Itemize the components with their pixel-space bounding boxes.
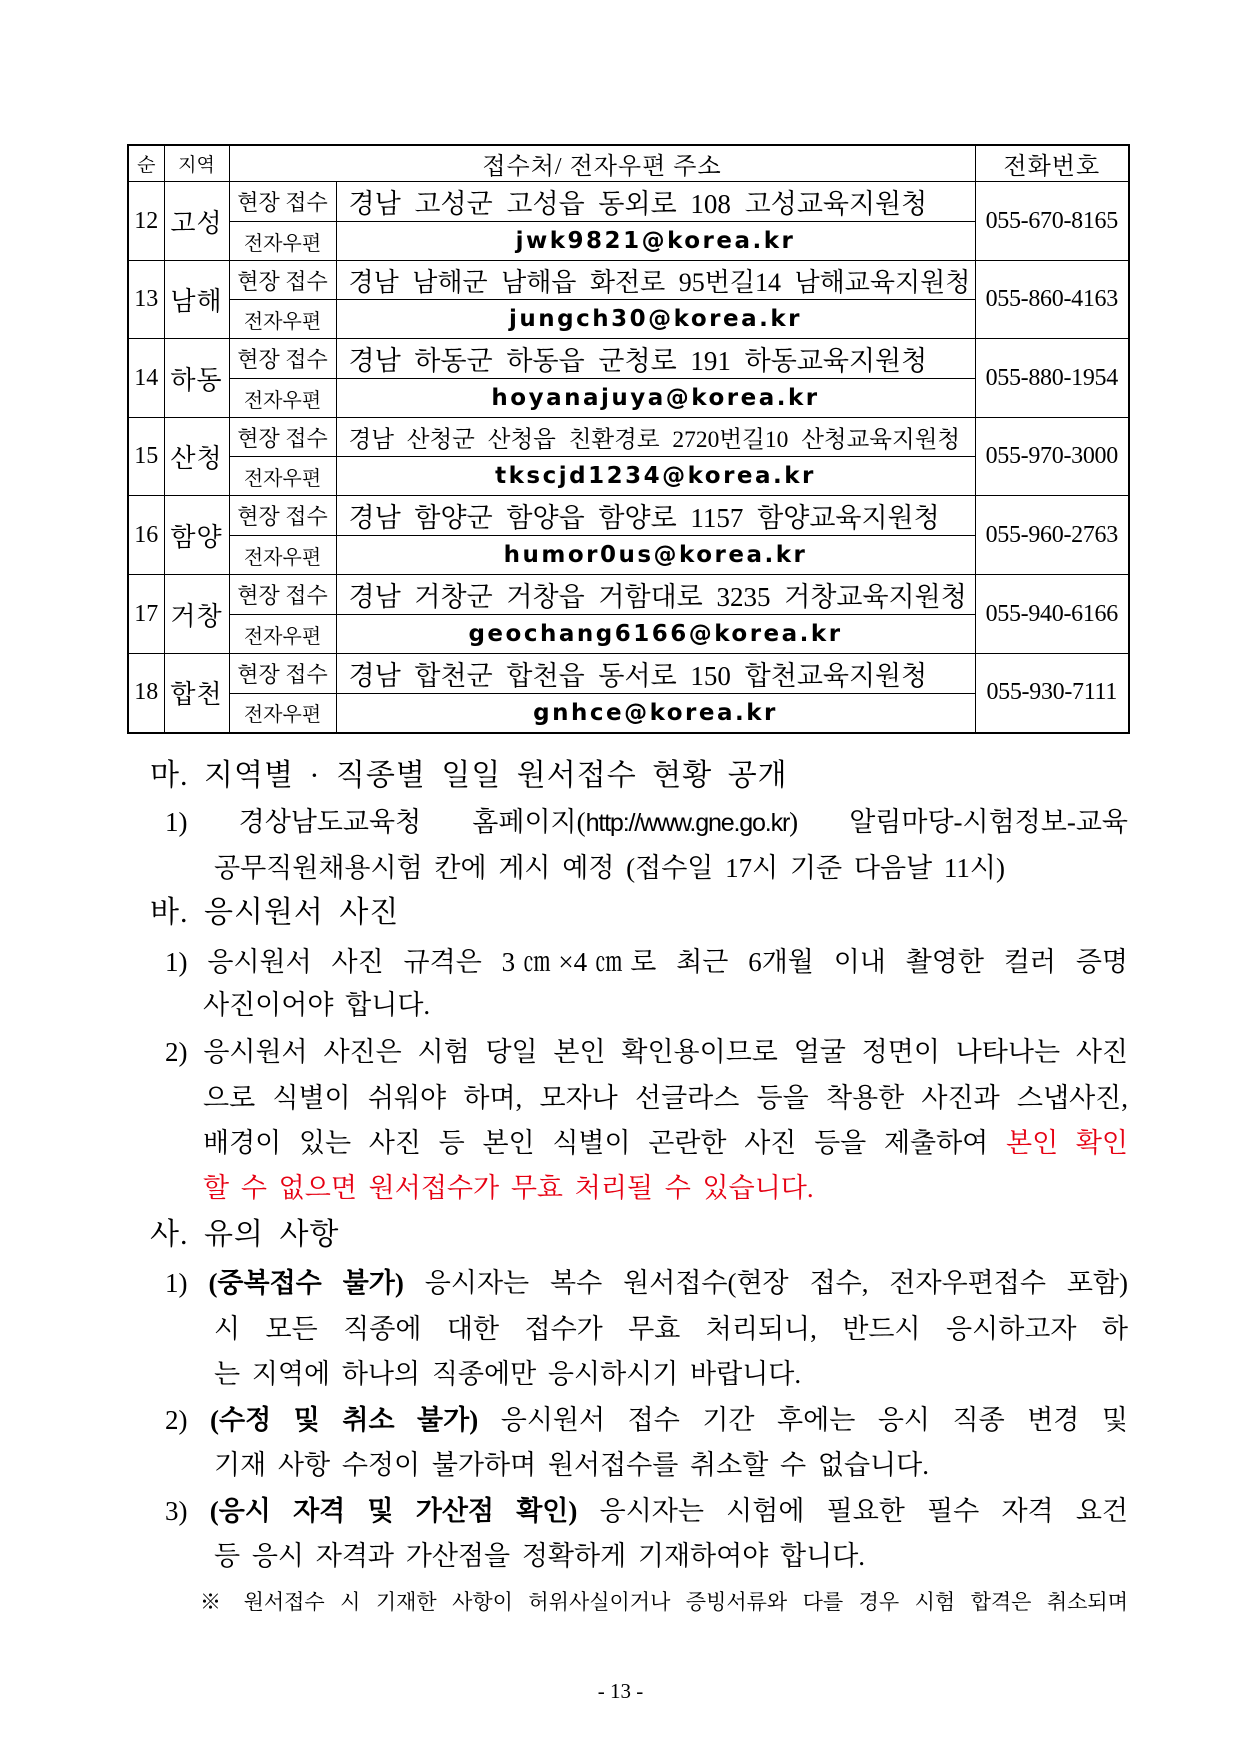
item-line	[165, 1263, 1128, 1303]
row-number	[128, 496, 164, 575]
section-heading-daily-status: 마. 지역별 · 직종별 일일 원서접수 현황 공개	[150, 759, 788, 792]
office-address	[336, 654, 975, 694]
onsite-label	[229, 418, 336, 457]
item-text: 응시원서 접수 기간 후에는 응시 직종 변경 및	[500, 1405, 1128, 1435]
phone-number-text: 055-940-6166	[985, 600, 1118, 627]
onsite-label	[229, 261, 336, 300]
row-number	[128, 654, 164, 733]
contact-row-onsite	[128, 575, 1129, 615]
contact-row-onsite	[128, 261, 1129, 300]
warning-text: 할 수 없으면 원서접수가 무효 처리될 수 있습니다.	[203, 1173, 814, 1203]
table-header-row	[128, 145, 1129, 182]
email-address	[336, 694, 975, 733]
onsite-label-text: 현장 접수	[237, 425, 328, 451]
row-number	[128, 182, 164, 261]
email-address	[336, 536, 975, 575]
item-marker: 1)	[165, 807, 188, 837]
office-address-text: 경남 거창군 거창읍 거함대로 3235 거창교육지원청	[348, 582, 967, 612]
email-label	[229, 694, 336, 733]
row-number-text: 14	[134, 364, 159, 391]
onsite-label-text: 현장 접수	[237, 662, 328, 687]
item-marker: 1)	[165, 947, 188, 977]
row-number-text: 16	[134, 521, 159, 548]
email-label	[229, 300, 336, 339]
region-name-text: 합천	[170, 680, 223, 710]
item-line: 공무직원채용시험 칸에 게시 예정 (접수일 17시 기준 다음날 11시)	[214, 853, 1005, 883]
onsite-label-text: 현장 접수	[237, 504, 328, 529]
contact-row-onsite	[128, 654, 1129, 694]
phone-number-text: 055-880-1954	[985, 364, 1118, 391]
table-body	[128, 182, 1129, 733]
phone-number-text: 055-930-7111	[986, 679, 1118, 706]
contact-row-onsite	[128, 339, 1129, 379]
item-line	[165, 942, 1128, 982]
office-address	[336, 182, 975, 222]
item-line	[165, 802, 1128, 842]
region-name	[164, 418, 229, 496]
item-line	[165, 1032, 1128, 1072]
onsite-label-text: 현장 접수	[237, 347, 328, 372]
phone-number-text: 055-960-2763	[985, 521, 1118, 548]
onsite-label-text: 현장 접수	[237, 583, 328, 608]
email-address-text: gnhce@korea.kr	[533, 699, 778, 726]
item-line	[165, 1400, 1128, 1440]
item-marker: 2)	[165, 1405, 188, 1435]
email-label	[229, 536, 336, 575]
onsite-label-text: 현장 접수	[237, 268, 328, 294]
region-name-text: 하동	[170, 365, 223, 395]
email-address-text: geochang6166@korea.kr	[468, 621, 843, 647]
email-label-text: 전자우편	[243, 546, 322, 569]
region-name	[164, 182, 229, 261]
item-line: 등 응시 자격과 가산점을 정확하게 기재하여야 합니다.	[214, 1541, 866, 1571]
office-address-text: 경남 합천군 합천읍 동서로 150 합천교육지원청	[348, 661, 928, 691]
section-heading-photo: 바. 응시원서 사진	[150, 896, 400, 929]
office-address-text: 경남 남해군 남해읍 화전로 95번길14 남해교육지원청	[348, 267, 971, 297]
region-name-text: 남해	[170, 287, 223, 316]
office-address-text: 경남 함양군 함양읍 함양로 1157 함양교육지원청	[348, 503, 940, 533]
header-region: 지역	[164, 145, 229, 182]
email-label	[229, 222, 336, 261]
header-phone: 전화번호	[975, 145, 1129, 182]
email-label-text: 전자우편	[243, 625, 322, 648]
onsite-label	[229, 496, 336, 536]
item-text: 응시자는 복수 원서접수(현장 접수, 전자우편접수 포함)	[424, 1268, 1128, 1298]
row-number-text: 13	[134, 286, 159, 312]
phone-number	[975, 261, 1129, 339]
item-text: ) 알림마당-시험정보-교육	[789, 807, 1128, 837]
region-name	[164, 339, 229, 418]
phone-number	[975, 496, 1129, 575]
warning-text: 본인 확인	[1005, 1128, 1128, 1158]
office-address	[336, 496, 975, 536]
phone-number	[975, 418, 1129, 496]
contact-row-onsite	[128, 182, 1129, 222]
email-address-text: jungch30@korea.kr	[509, 306, 802, 332]
region-name	[164, 496, 229, 575]
item-text: 경상남도교육청 홈페이지(	[238, 807, 586, 837]
region-name-text: 산청	[170, 444, 223, 473]
phone-number-text: 055-670-8165	[985, 207, 1118, 234]
item-title: (중복접수 불가)	[208, 1268, 404, 1298]
email-address-text: tkscjd1234@korea.kr	[495, 463, 816, 489]
row-number-text: 15	[134, 443, 159, 469]
row-number	[128, 261, 164, 339]
email-address-text: jwk9821@korea.kr	[515, 228, 796, 254]
section-heading-cautions: 사. 유의 사항	[150, 1218, 340, 1251]
region-name-text: 고성	[170, 208, 223, 238]
row-number-text: 18	[134, 679, 159, 706]
email-label	[229, 379, 336, 418]
office-address-text: 경남 고성군 고성읍 동외로 108 고성교육지원청	[348, 189, 928, 219]
email-label	[229, 615, 336, 654]
row-number-text: 17	[134, 600, 159, 627]
header-number: 순	[128, 145, 164, 182]
email-label	[229, 457, 336, 496]
onsite-label	[229, 339, 336, 379]
item-marker: 2)	[165, 1037, 188, 1067]
email-address	[336, 379, 975, 418]
item-text: 응시자는 시험에 필요한 필수 자격 요건	[599, 1496, 1128, 1526]
office-address	[336, 339, 975, 379]
header-contact: 접수처/ 전자우편 주소	[229, 145, 975, 182]
item-title: (응시 자격 및 가산점 확인)	[209, 1496, 578, 1526]
phone-number-text: 055-970-3000	[985, 443, 1118, 469]
region-name	[164, 654, 229, 733]
onsite-label	[229, 575, 336, 615]
item-line: 는 지역에 하나의 직종에만 응시하시기 바랍니다.	[214, 1359, 802, 1389]
region-name-text: 함양	[170, 522, 223, 552]
email-address-text: humor0us@korea.kr	[503, 542, 808, 568]
office-address	[336, 575, 975, 615]
email-address	[336, 615, 975, 654]
row-number	[128, 418, 164, 496]
row-number-text: 12	[134, 207, 159, 234]
region-name	[164, 575, 229, 654]
office-address-text: 경남 하동군 하동읍 군청로 191 하동교육지원청	[348, 346, 928, 376]
onsite-label	[229, 182, 336, 222]
contact-row-onsite	[128, 418, 1129, 457]
office-address	[336, 418, 975, 457]
item-line: 기재 사항 수정이 불가하며 원서접수를 취소할 수 없습니다.	[214, 1450, 929, 1480]
phone-number	[975, 182, 1129, 261]
contact-table	[127, 144, 1130, 734]
item-text: 응시원서 사진 규격은 3㎝×4㎝로 최근 6개월 이내 촬영한 컬러 증명	[207, 947, 1128, 977]
item-line: 시 모든 직종에 대한 접수가 무효 처리되니, 반드시 응시하고자 하	[214, 1314, 1128, 1344]
email-label-text: 전자우편	[243, 704, 322, 727]
footnote: ※ 원서접수 시 기재한 사항이 허위사실이거나 증빙서류와 다를 경우 시험 합격은 취소되며	[200, 1590, 1128, 1614]
item-line	[165, 1491, 1128, 1531]
email-label-text: 전자우편	[243, 310, 322, 333]
email-address-text: hoyanajuya@korea.kr	[491, 385, 820, 411]
page-number: - 13 -	[597, 1679, 644, 1703]
email-label-text: 전자우편	[243, 467, 322, 490]
item-line	[203, 1123, 1128, 1163]
item-text: 배경이 있는 사진 등 본인 식별이 곤란한 사진 등을 제출하여	[203, 1128, 989, 1158]
item-marker: 1)	[165, 1268, 188, 1298]
region-name-text: 거창	[170, 601, 223, 631]
email-address	[336, 457, 975, 496]
item-title: (수정 및 취소 불가)	[210, 1405, 479, 1435]
phone-number	[975, 575, 1129, 654]
phone-number	[975, 654, 1129, 733]
email-label-text: 전자우편	[243, 389, 322, 412]
item-line: 으로 식별이 쉬워야 하며, 모자나 선글라스 등을 착용한 사진과 스냅사진,	[203, 1083, 1128, 1113]
office-address-text: 경남 산청군 산청읍 친환경로 2720번길10 산청교육지원청	[348, 427, 961, 453]
email-label-text: 전자우편	[243, 232, 322, 255]
email-address	[336, 300, 975, 339]
homepage-url: http://www.gne.go.kr	[585, 809, 790, 837]
item-marker: 3)	[165, 1496, 188, 1526]
onsite-label-text: 현장 접수	[237, 190, 328, 215]
onsite-label	[229, 654, 336, 694]
phone-number	[975, 339, 1129, 418]
region-name	[164, 261, 229, 339]
phone-number-text: 055-860-4163	[985, 286, 1118, 312]
email-address	[336, 222, 975, 261]
row-number	[128, 339, 164, 418]
contact-row-onsite	[128, 496, 1129, 536]
office-address	[336, 261, 975, 300]
row-number	[128, 575, 164, 654]
item-text: 응시원서 사진은 시험 당일 본인 확인용이므로 얼굴 정면이 나타나는 사진	[203, 1037, 1128, 1067]
item-line: 사진이어야 합니다.	[203, 990, 431, 1020]
